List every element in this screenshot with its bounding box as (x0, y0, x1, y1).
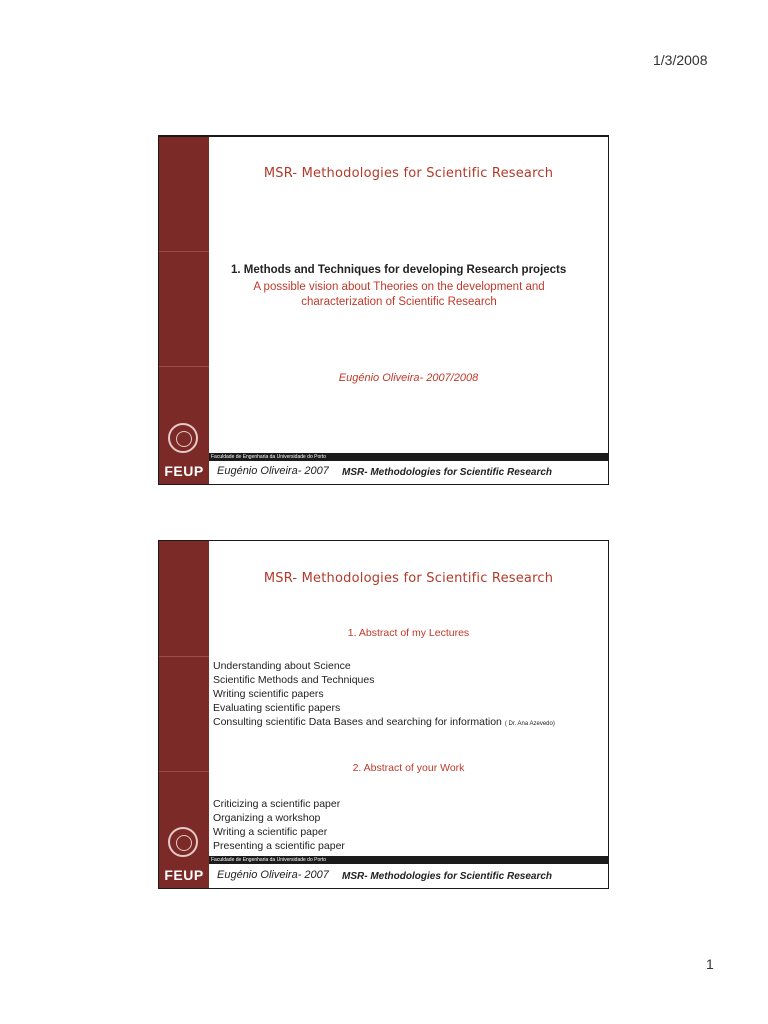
section-title-work: 2. Abstract of your Work (352, 762, 465, 774)
footer-course: MSR- Methodologies for Scientific Research (342, 871, 553, 882)
feup-logo: FEUP (159, 458, 209, 484)
footer-course: MSR- Methodologies for Scientific Research (342, 467, 553, 478)
footer-author: Eugénio Oliveira- 2007 (217, 869, 329, 881)
lectures-list (213, 659, 555, 731)
list-item-text: Consulting scientific Data Bases and searching for information (213, 716, 502, 728)
footer-institution-bar: Faculdade de Engenharia da Universidade do Porto (209, 453, 608, 461)
slide-1 (158, 135, 609, 485)
footer-institution-bar: Faculdade de Engenharia da Universidade do Porto (209, 856, 608, 864)
list-item: Understanding about Science (213, 660, 351, 672)
university-seal-icon (168, 423, 198, 453)
page-number: 1 (706, 956, 714, 972)
sidebar-divider (159, 366, 209, 367)
university-seal-icon (168, 827, 198, 857)
slide-2 (158, 540, 609, 889)
slide-author: Eugénio Oliveira- 2007/2008 (338, 372, 479, 384)
section-title-lectures: 1. Abstract of my Lectures (347, 627, 470, 639)
slide-heading: 1. Methods and Techniques for developing Research projects (231, 264, 567, 276)
work-list (213, 797, 345, 853)
page-date: 1/3/2008 (653, 52, 708, 68)
list-item: Evaluating scientific papers (213, 702, 341, 714)
feup-logo: FEUP (159, 862, 209, 888)
slide-sidebar (159, 137, 209, 458)
list-item: Writing scientific papers (213, 688, 324, 700)
subtitle-line: A possible vision about Theories on the development and (253, 281, 545, 293)
sidebar-divider (159, 771, 209, 772)
list-item: Scientific Methods and Techniques (213, 674, 375, 686)
list-item (213, 715, 555, 731)
subtitle-line: characterization of Scientific Research (301, 296, 497, 308)
list-item: Presenting a scientific paper (213, 840, 345, 852)
sidebar-divider (159, 656, 209, 657)
lecture-note: ( Dr. Ana Azevedo) (504, 721, 555, 727)
list-item: Writing a scientific paper (213, 826, 328, 838)
list-item: Organizing a workshop (213, 812, 321, 824)
footer-author: Eugénio Oliveira- 2007 (217, 465, 329, 477)
slide-sidebar (159, 541, 209, 862)
list-item: Criticizing a scientific paper (213, 798, 341, 810)
slide-subtitle (229, 280, 569, 310)
slide-title: MSR- Methodologies for Scientific Research (263, 571, 554, 586)
slide-title: MSR- Methodologies for Scientific Research (263, 166, 554, 181)
sidebar-divider (159, 251, 209, 252)
